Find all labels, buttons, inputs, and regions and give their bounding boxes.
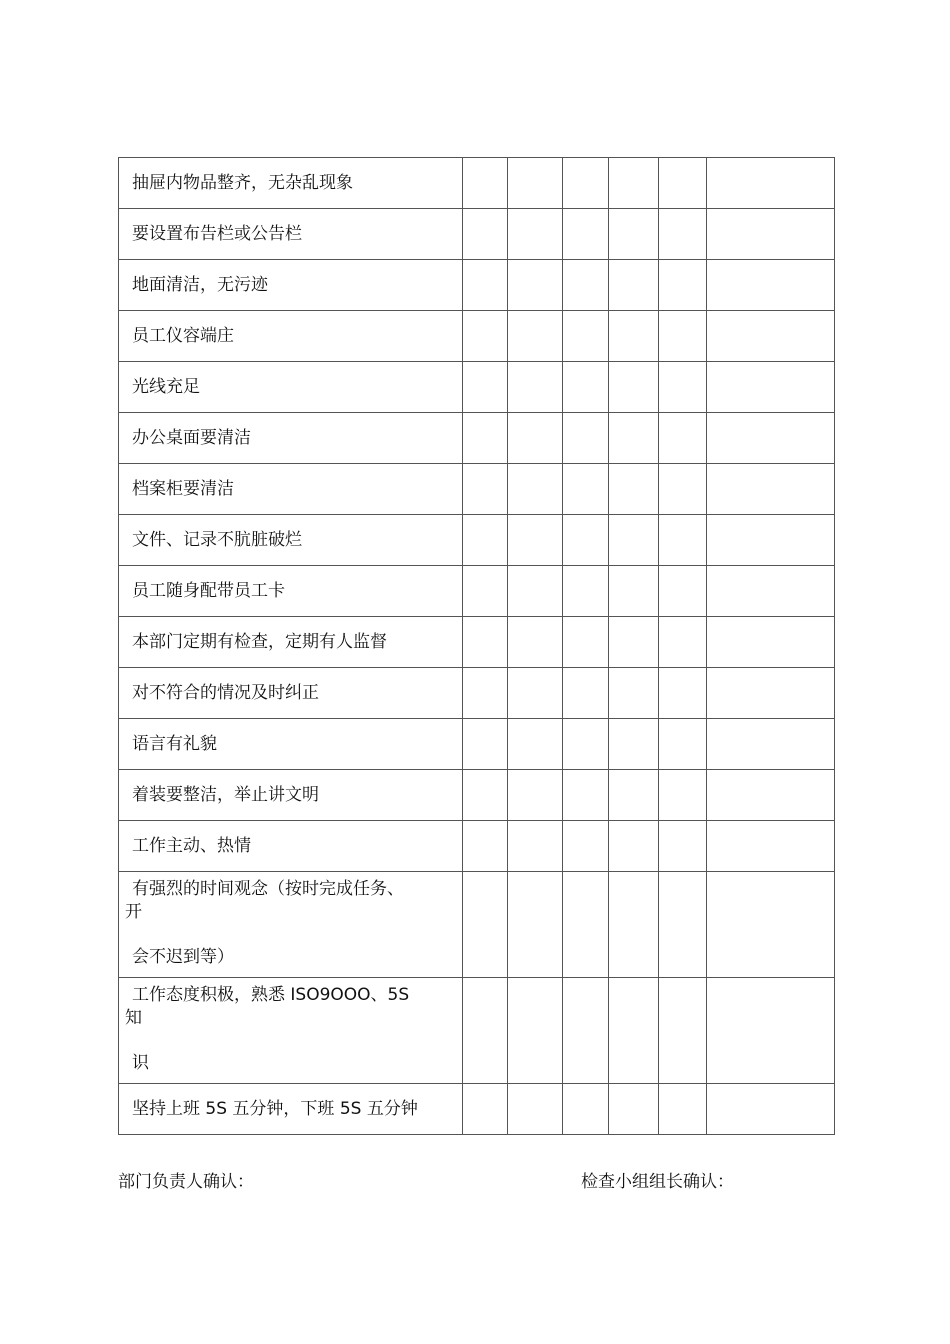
check-cell[interactable] [609, 209, 659, 260]
check-cell[interactable] [508, 566, 563, 617]
check-cell[interactable] [463, 362, 508, 413]
check-cell[interactable] [508, 770, 563, 821]
check-cell[interactable] [463, 978, 508, 1084]
check-cell[interactable] [609, 413, 659, 464]
check-cell[interactable] [659, 209, 707, 260]
check-cell[interactable] [659, 668, 707, 719]
item-text: 语言有礼貌 [119, 719, 463, 770]
item-text: 抽屉内物品整齐，无杂乱现象 [119, 158, 463, 209]
check-cell[interactable] [463, 209, 508, 260]
check-cell[interactable] [609, 311, 659, 362]
item-text: 对不符合的情况及时纠正 [119, 668, 463, 719]
check-cell[interactable] [508, 978, 563, 1084]
check-cell[interactable] [508, 515, 563, 566]
check-cell[interactable] [463, 311, 508, 362]
check-cell[interactable] [659, 158, 707, 209]
table-row [119, 311, 835, 362]
item-text: 员工随身配带员工卡 [119, 566, 463, 617]
check-cell[interactable] [563, 821, 609, 872]
item-text: 光线充足 [119, 362, 463, 413]
item-text-line: 工作态度积极，熟悉 ISO9OOO、5S [132, 985, 410, 1005]
item-text: 档案柜要清洁 [119, 464, 463, 515]
item-text: 着装要整洁，举止讲文明 [119, 770, 463, 821]
item-text-line: 知 [125, 1008, 142, 1028]
check-cell[interactable] [508, 719, 563, 770]
remark-cell[interactable] [707, 770, 835, 821]
check-cell[interactable] [659, 1084, 707, 1135]
check-cell[interactable] [508, 362, 563, 413]
item-text: 文件、记录不肮脏破烂 [119, 515, 463, 566]
check-cell[interactable] [463, 821, 508, 872]
check-cell[interactable] [508, 1084, 563, 1135]
table-row [119, 872, 835, 978]
remark-cell[interactable] [707, 668, 835, 719]
check-cell[interactable] [659, 515, 707, 566]
check-cell[interactable] [463, 872, 508, 978]
remark-cell[interactable] [707, 464, 835, 515]
check-cell[interactable] [463, 158, 508, 209]
check-cell[interactable] [563, 978, 609, 1084]
item-text: 工作主动、热情 [119, 821, 463, 872]
check-cell[interactable] [609, 515, 659, 566]
table-row [119, 413, 835, 464]
item-text: 要设置布告栏或公告栏 [119, 209, 463, 260]
table-row [119, 260, 835, 311]
remark-cell[interactable] [707, 413, 835, 464]
check-cell[interactable] [609, 978, 659, 1084]
table-row [119, 209, 835, 260]
check-cell[interactable] [609, 668, 659, 719]
check-cell[interactable] [609, 158, 659, 209]
item-text [119, 872, 463, 978]
remark-cell[interactable] [707, 821, 835, 872]
check-cell[interactable] [508, 311, 563, 362]
check-cell[interactable] [659, 311, 707, 362]
check-cell[interactable] [508, 617, 563, 668]
check-cell[interactable] [659, 821, 707, 872]
check-cell[interactable] [563, 260, 609, 311]
item-text: 本部门定期有检查，定期有人监督 [119, 617, 463, 668]
check-cell[interactable] [609, 566, 659, 617]
table-row [119, 617, 835, 668]
check-cell[interactable] [508, 668, 563, 719]
table-row [119, 362, 835, 413]
remark-cell[interactable] [707, 566, 835, 617]
check-cell[interactable] [659, 872, 707, 978]
check-cell[interactable] [609, 770, 659, 821]
check-cell[interactable] [463, 617, 508, 668]
check-cell[interactable] [463, 464, 508, 515]
check-cell[interactable] [563, 311, 609, 362]
check-cell[interactable] [563, 158, 609, 209]
check-cell[interactable] [463, 770, 508, 821]
item-text-line: 识 [132, 1053, 149, 1073]
item-text: 地面清洁，无污迹 [119, 260, 463, 311]
check-cell[interactable] [563, 209, 609, 260]
check-cell[interactable] [508, 209, 563, 260]
check-cell[interactable] [508, 872, 563, 978]
check-cell[interactable] [508, 413, 563, 464]
table-row [119, 515, 835, 566]
check-cell[interactable] [659, 362, 707, 413]
remark-cell[interactable] [707, 362, 835, 413]
item-text: 坚持上班 5S 五分钟，下班 5S 五分钟 [119, 1084, 463, 1135]
table-row [119, 158, 835, 209]
check-cell[interactable] [659, 617, 707, 668]
remark-cell[interactable] [707, 209, 835, 260]
table-row [119, 1084, 835, 1135]
item-text-line: 开 [125, 902, 142, 922]
inspection-checklist-table [118, 157, 835, 1135]
check-cell[interactable] [508, 260, 563, 311]
check-cell[interactable] [659, 260, 707, 311]
remark-cell[interactable] [707, 260, 835, 311]
item-text: 员工仪容端庄 [119, 311, 463, 362]
check-cell[interactable] [508, 158, 563, 209]
table-row [119, 821, 835, 872]
item-text-line: 有强烈的时间观念（按时完成任务、 [132, 879, 404, 899]
check-cell[interactable] [563, 770, 609, 821]
check-cell[interactable] [609, 464, 659, 515]
remark-cell[interactable] [707, 872, 835, 978]
table-row [119, 464, 835, 515]
check-cell[interactable] [659, 566, 707, 617]
item-text [119, 978, 463, 1084]
signature-row [118, 1170, 834, 1194]
check-cell[interactable] [463, 1084, 508, 1135]
check-cell[interactable] [563, 719, 609, 770]
check-cell[interactable] [563, 362, 609, 413]
check-cell[interactable] [609, 260, 659, 311]
check-cell[interactable] [463, 719, 508, 770]
remark-cell[interactable] [707, 158, 835, 209]
remark-cell[interactable] [707, 978, 835, 1084]
check-cell[interactable] [659, 464, 707, 515]
check-cell[interactable] [563, 464, 609, 515]
check-cell[interactable] [508, 821, 563, 872]
check-cell[interactable] [463, 668, 508, 719]
check-cell[interactable] [659, 978, 707, 1084]
remark-cell[interactable] [707, 311, 835, 362]
item-text: 办公桌面要清洁 [119, 413, 463, 464]
table-row [119, 978, 835, 1084]
check-cell[interactable] [609, 872, 659, 978]
remark-cell[interactable] [707, 617, 835, 668]
check-cell[interactable] [563, 515, 609, 566]
check-cell[interactable] [563, 668, 609, 719]
remark-cell[interactable] [707, 515, 835, 566]
check-cell[interactable] [659, 413, 707, 464]
item-text-line: 会不迟到等） [132, 947, 234, 967]
department-head-signature-label: 部门负责人确认： [118, 1172, 254, 1192]
check-cell[interactable] [609, 362, 659, 413]
check-cell[interactable] [659, 719, 707, 770]
check-cell[interactable] [609, 821, 659, 872]
check-cell[interactable] [563, 872, 609, 978]
check-cell[interactable] [563, 413, 609, 464]
check-cell[interactable] [563, 617, 609, 668]
remark-cell[interactable] [707, 1084, 835, 1135]
inspection-leader-signature-label: 检查小组组长确认： [581, 1172, 734, 1192]
check-cell[interactable] [659, 770, 707, 821]
check-cell[interactable] [463, 515, 508, 566]
check-cell[interactable] [609, 617, 659, 668]
check-cell[interactable] [563, 566, 609, 617]
table-row [119, 770, 835, 821]
check-cell[interactable] [463, 566, 508, 617]
check-cell[interactable] [563, 1084, 609, 1135]
table-row [119, 566, 835, 617]
check-cell[interactable] [463, 260, 508, 311]
check-cell[interactable] [609, 719, 659, 770]
table-row [119, 668, 835, 719]
table-row [119, 719, 835, 770]
remark-cell[interactable] [707, 719, 835, 770]
check-cell[interactable] [508, 464, 563, 515]
check-cell[interactable] [463, 413, 508, 464]
check-cell[interactable] [609, 1084, 659, 1135]
